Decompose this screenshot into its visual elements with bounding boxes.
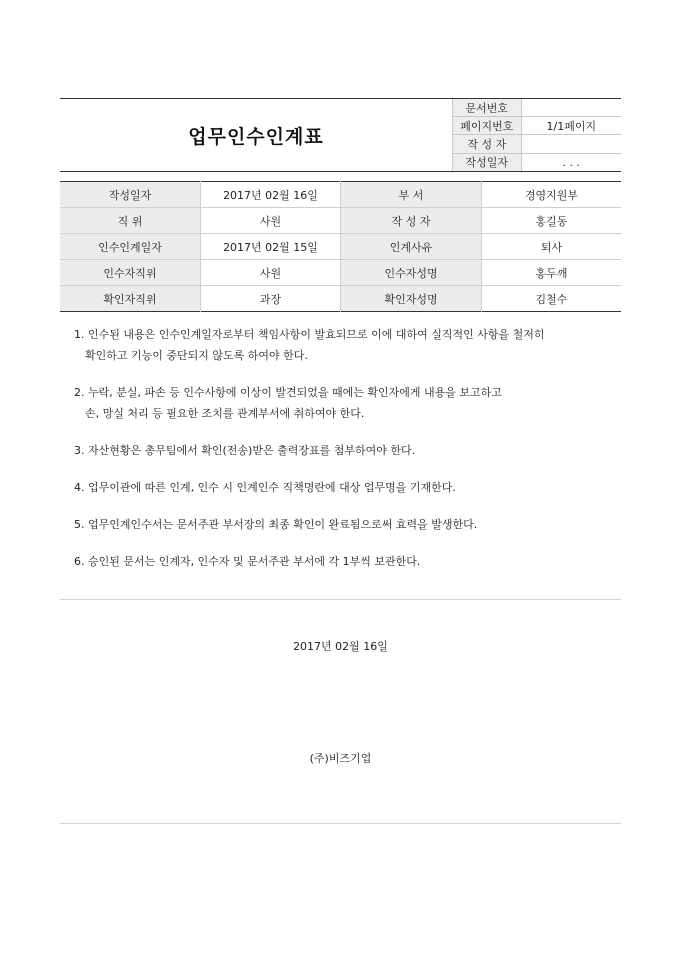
info-value: 홍두깨	[482, 260, 622, 286]
note-text: 5. 업무인계인수서는 문서주관 부서장의 최종 확인이 완료됨으로써 효력을 발생한다.	[74, 518, 478, 531]
list-item	[74, 382, 620, 424]
info-value: 2017년 02월 15일	[200, 234, 340, 260]
note-text: 4. 업무이관에 따른 인계, 인수 시 인계인수 직책명란에 대상 업무명을 기재한다.	[74, 481, 456, 494]
meta-value: . . .	[562, 155, 581, 169]
meta-label: 페이지번호	[453, 117, 522, 135]
info-value: 퇴사	[482, 234, 622, 260]
note-text: 1. 인수된 내용은 인수인계일자로부터 책임사항이 발효되므로 이에 대하여 실직적인 사항을 철저히	[74, 328, 545, 341]
table-row	[60, 182, 621, 208]
note-text: 6. 승인된 문서는 인계자, 인수자 및 문서주관 부서에 각 1부씩 보관한다.	[74, 555, 421, 568]
document-title: 업무인수인계표	[188, 125, 324, 148]
info-label: 작 성 자	[341, 208, 482, 234]
note-text: 2. 누락, 분실, 파손 등 인수사항에 이상이 발견되었을 때에는 확인자에게 내용을 보고하고	[74, 386, 502, 399]
divider	[60, 823, 621, 824]
info-label: 직 위	[60, 208, 200, 234]
info-value: 김철수	[482, 286, 622, 312]
meta-value	[521, 99, 621, 117]
info-value: 경영지원부	[482, 182, 622, 208]
list-item	[74, 477, 620, 498]
table-row	[60, 208, 621, 234]
meta-label: 문서번호	[453, 99, 522, 117]
meta-value	[521, 135, 621, 153]
table-row	[60, 234, 621, 260]
document-header	[60, 98, 621, 172]
info-value: 2017년 02월 16일	[200, 182, 340, 208]
info-label: 확인자직위	[60, 286, 200, 312]
note-text: 3. 자산현황은 총무팀에서 확인(전송)받은 출력장표를 첨부하여야 한다.	[74, 444, 416, 457]
document-date: 2017년 02월 16일	[293, 640, 388, 653]
meta-row-author	[453, 135, 622, 153]
table-row	[60, 260, 621, 286]
company-name: (주)비즈기업	[309, 752, 372, 765]
info-label: 작성일자	[60, 182, 200, 208]
info-value: 사원	[200, 260, 340, 286]
list-item	[74, 324, 620, 366]
meta-row-doc-number	[453, 99, 622, 117]
info-label: 부 서	[341, 182, 482, 208]
meta-label: 작 성 자	[453, 135, 522, 153]
document-meta-table	[452, 99, 621, 171]
meta-value: 1/1페이지	[521, 117, 621, 135]
table-row	[60, 286, 621, 312]
info-label: 인수자성명	[341, 260, 482, 286]
info-label: 인수인계일자	[60, 234, 200, 260]
meta-label: 작성일자	[453, 153, 522, 171]
info-value: 홍길동	[482, 208, 622, 234]
info-value: 사원	[200, 208, 340, 234]
info-label: 확인자성명	[341, 286, 482, 312]
info-label: 인수자직위	[60, 260, 200, 286]
handover-info-table	[60, 181, 621, 312]
note-text-continued: 손, 망실 처리 등 필요한 조치를 관계부서에 취하여야 한다.	[85, 407, 365, 420]
info-value: 과장	[200, 286, 340, 312]
meta-row-date	[453, 153, 622, 171]
divider	[60, 599, 621, 600]
list-item	[74, 514, 620, 535]
list-item	[74, 440, 620, 461]
info-label: 인계사유	[341, 234, 482, 260]
note-text-continued: 확인하고 기능이 중단되지 않도록 하여야 한다.	[85, 349, 308, 362]
meta-row-page-number	[453, 117, 622, 135]
notes-list	[74, 324, 620, 588]
list-item	[74, 551, 620, 572]
